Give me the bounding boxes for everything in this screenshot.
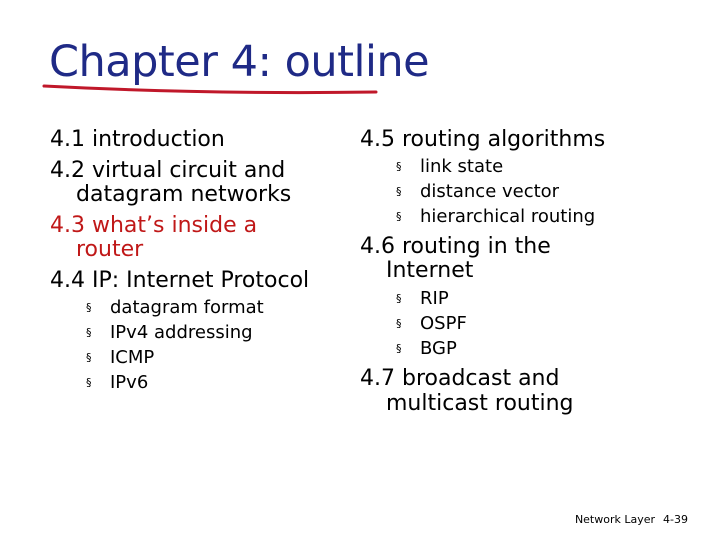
- slide-title: Chapter 4: outline: [49, 37, 430, 87]
- sub-item-ipv4-addressing: IPv4 addressing: [110, 322, 253, 343]
- outline-item-4-2-line2: datagram networks: [76, 182, 292, 207]
- outline-item-4-7-line2: multicast routing: [386, 391, 574, 416]
- bullet-icon: §: [86, 301, 92, 314]
- outline-item-4-1: 4.1 introduction: [50, 127, 225, 152]
- outline-item-4-2-line1: 4.2 virtual circuit and: [50, 158, 286, 183]
- outline-item-4-3-line1: 4.3 what’s inside a: [50, 213, 258, 238]
- sub-item-hierarchical-routing: hierarchical routing: [420, 206, 596, 227]
- bullet-icon: §: [396, 292, 402, 305]
- outline-item-4-5: 4.5 routing algorithms: [360, 127, 606, 152]
- page-number: 4-39: [663, 513, 688, 526]
- sub-item-ospf: OSPF: [420, 313, 467, 334]
- sub-item-link-state: link state: [420, 156, 504, 177]
- outline-item-4-6-line1: 4.6 routing in the: [360, 234, 551, 259]
- sub-item-ipv6: IPv6: [110, 372, 149, 393]
- bullet-icon: §: [86, 376, 92, 389]
- outline-item-4-6-line2: Internet: [386, 258, 474, 283]
- bullet-icon: §: [396, 185, 402, 198]
- sub-item-icmp: ICMP: [110, 347, 155, 368]
- outline-item-4-3-line2: router: [76, 237, 144, 262]
- bullet-icon: §: [396, 342, 402, 355]
- outline-item-4-7-line1: 4.7 broadcast and: [360, 366, 560, 391]
- bullet-icon: §: [86, 326, 92, 339]
- sub-item-datagram-format: datagram format: [110, 297, 264, 318]
- sub-item-distance-vector: distance vector: [420, 181, 560, 202]
- outline-item-4-4: 4.4 IP: Internet Protocol: [50, 268, 310, 293]
- footer-label: Network Layer: [574, 513, 656, 526]
- bullet-icon: §: [396, 160, 402, 173]
- bullet-icon: §: [86, 351, 92, 364]
- title-underline: [40, 80, 380, 100]
- slide-footer: [575, 513, 688, 526]
- sub-item-bgp: BGP: [420, 338, 457, 359]
- bullet-icon: §: [396, 317, 402, 330]
- sub-item-rip: RIP: [420, 288, 449, 309]
- bullet-icon: §: [396, 210, 402, 223]
